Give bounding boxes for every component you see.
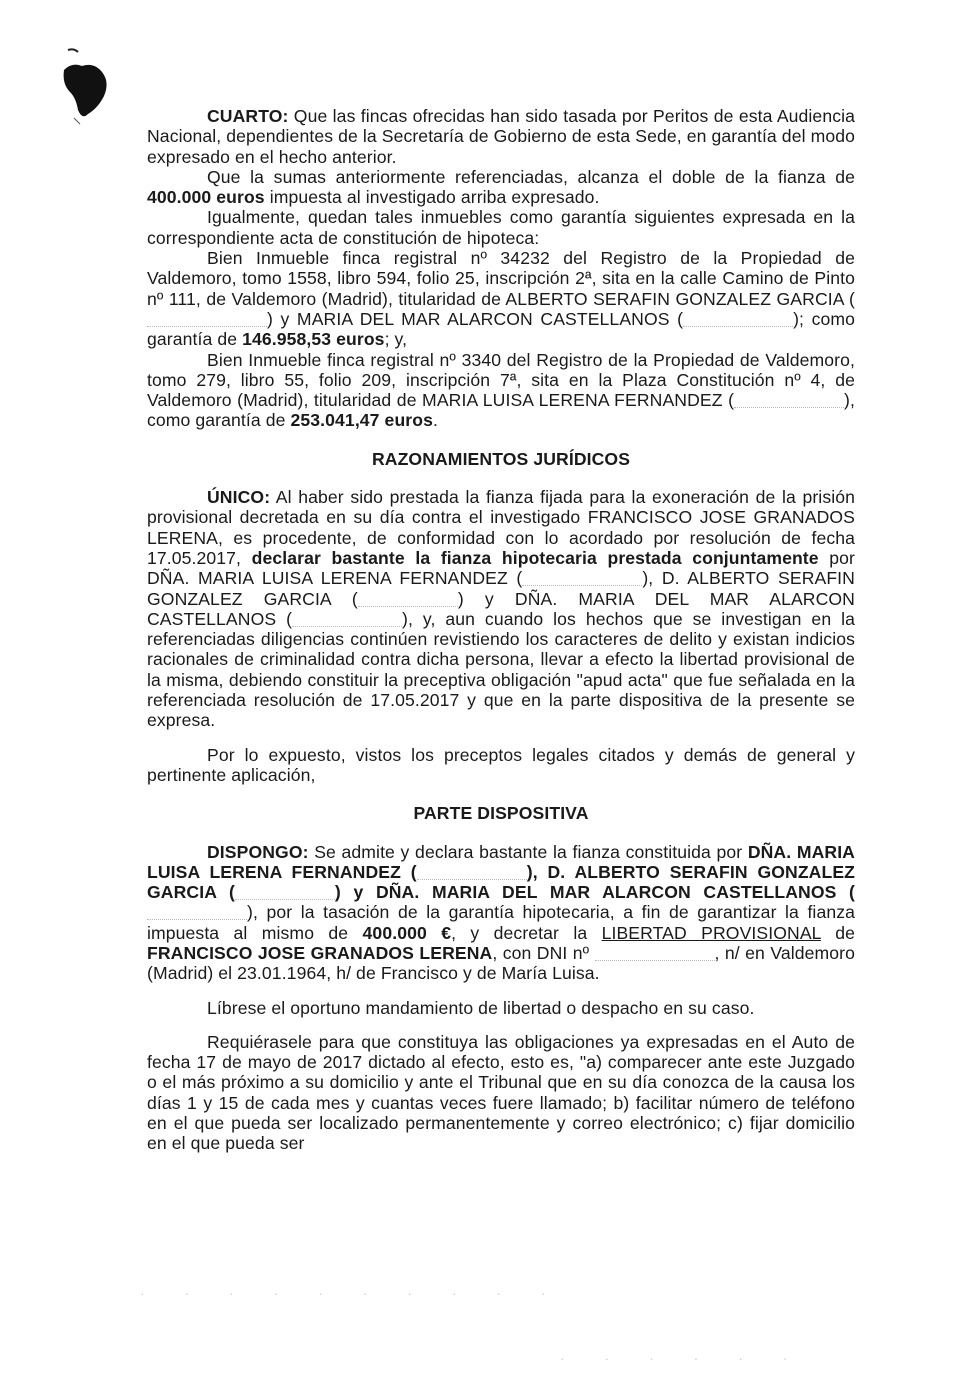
- ink-blot-mark: [58, 48, 118, 128]
- dispongo-text4: de: [820, 922, 856, 943]
- dispongo-text6: , n/ en Valdemoro (Madrid) el 23.01.1964, h/ de Francisco y de María Luisa.: [147, 942, 855, 984]
- cuarto-label: CUARTO:: [207, 106, 289, 126]
- scan-noise: · · · · · ·: [560, 1350, 806, 1366]
- unico-text4: ) y DÑA. MARIA DEL MAR ALARCON CASTELLANOS (: [147, 588, 855, 629]
- dispongo-bold1: DÑA. MARIA LUISA LERENA FERNANDEZ (: [147, 841, 855, 882]
- bien1-mid: ) y MARIA DEL MAR ALARCON CASTELLANOS (: [267, 308, 684, 329]
- redacted-field: [358, 592, 458, 607]
- bien1-text: Bien Inmueble finca registral nº 34232 del Registro de la Propiedad de Valdemoro, tomo 1558, libro 594, folio 25, inscripción 2ª, sita en la calle Camino de Pinto nº 111, de Valdemoro (Madrid), titularidad de ALBERTO SERAFIN GONZALEZ GARCIA (: [147, 248, 855, 309]
- bien1-end: ; y,: [384, 329, 408, 350]
- paragraph-librese: Líbrese el oportuno mandamiento de libertad o despacho en su caso.: [207, 997, 755, 1018]
- redacted-field: [522, 571, 642, 586]
- unico-text2: por DÑA. MARIA LUISA LERENA FERNANDEZ (: [147, 547, 856, 589]
- dispongo-text2: ), por la tasación de la garantía hipotecaria, a fin de garantizar la fianza impuesta al mismo de: [147, 902, 855, 943]
- dispongo-text5: , con DNI nº: [492, 942, 595, 963]
- document-body: [147, 106, 855, 1154]
- dispongo-text1: Se admite y declara bastante la fianza constituida por: [308, 841, 748, 862]
- unico-bold1: declarar bastante la fianza hipotecaria prestada conjuntamente: [251, 547, 819, 568]
- redacted-field: [417, 865, 527, 880]
- dispongo-amount: 400.000 €: [362, 922, 452, 943]
- dispongo-bold3: ) y DÑA. MARIA DEL MAR ALARCON CASTELLANOS (: [334, 882, 855, 903]
- dispongo-bold4: FRANCISCO JOSE GRANADOS LERENA: [147, 942, 493, 963]
- heading-razonamientos: RAZONAMIENTOS JURÍDICOS: [371, 448, 631, 469]
- unico-text1: Al haber sido prestada la fianza fijada para la exoneración de la prisión provisional decretada en su día contra el investigado FRANCISCO JOSE GRANADOS LERENA, es procedente, de conformidad con lo acordado por resolución de fecha 17.05.2017,: [147, 487, 855, 568]
- paragraph-igualmente: Igualmente, quedan tales inmuebles como garantía siguientes expresada en la correspondiente acta de constitución de hipoteca:: [147, 207, 855, 248]
- unico-label: ÚNICO:: [207, 487, 271, 508]
- unico-text3: ), D. ALBERTO SERAFIN GONZALEZ GARCIA (: [147, 568, 855, 609]
- paragraph-dispongo: [147, 842, 855, 984]
- bien2-amount: 253.041,47 euros: [290, 410, 433, 431]
- redacted-field: [147, 905, 247, 920]
- bien2-post: ), como garantía de: [147, 390, 855, 431]
- paragraph-cuarto: [147, 106, 855, 167]
- dispongo-label: DISPONGO:: [207, 841, 309, 862]
- unico-text5: ), y, aun cuando los hechos que se investigan en la referenciadas diligencias continúen revistiendo los caracteres de delito y existan indicios racionales de criminalidad contra dicha persona, llevar a efecto la libertad provisional de la misma, debiendo constituir la preceptiva obligación "apud acta" que fue señalada en la referenciada resolución de 17.05.2017 y que en la parte dispositiva de la presente se expresa.: [147, 608, 855, 731]
- paragraph-bien2: [147, 350, 855, 431]
- paragraph-por-lo-expuesto: Por lo expuesto, vistos los preceptos legales citados y demás de general y pertinente aplicación,: [147, 744, 855, 785]
- dispongo-text3: , y decretar la: [451, 922, 602, 943]
- paragraph-unico: [147, 487, 855, 731]
- heading-parte-dispositiva: PARTE DISPOSITIVA: [413, 803, 589, 824]
- paragraph-bien1: [147, 248, 855, 349]
- cuarto-text: Que las fincas ofrecidas han sido tasada por Peritos de esta Audiencia Nacional, dependientes de la Secretaría de Gobierno de esta Sede, en garantía del modo expresado en el hecho anterior.: [147, 106, 855, 167]
- redacted-field: [292, 612, 402, 627]
- redacted-field: [595, 946, 715, 961]
- bien1-amount: 146.958,53 euros: [242, 329, 385, 350]
- dispongo-bold2: ), D. ALBERTO SERAFIN GONZALEZ GARCIA (: [147, 861, 855, 903]
- bien2-text: Bien Inmueble finca registral nº 3340 del Registro de la Propiedad de Valdemoro, tomo 279, libro 55, folio 209, inscripción 7ª, sita en la Plaza Constitución nº 4, de Valdemoro (Madrid), titularidad de MARIA LUISA LERENA FERNANDEZ (: [147, 349, 855, 411]
- scan-noise: · · · · · · · · · ·: [140, 1285, 564, 1301]
- redacted-field: [235, 885, 335, 900]
- paragraph-requierase: Requiérasele para que constituya las obligaciones ya expresadas en el Auto de fecha 17 de mayo de 2017 dictado al efecto, esto es, "a) comparecer ante este Juzgado o el más próximo a su domicilio y ante el Tribunal que en su día conozca de la causa los días 1 y 15 de cada mes y cuantas veces fuere llamado; b) facilitar número de teléfono en el que pueda ser localizado permanentemente y correo electrónico; c) fijar domicilio en el que pueda ser: [147, 1031, 855, 1154]
- sumas-pre: Que la sumas anteriormente referenciadas, alcanza el doble de la fianza de: [207, 166, 855, 187]
- sumas-post: impuesta al investigado arriba expresado.: [264, 187, 600, 208]
- bien1-post: ); como garantía de: [147, 308, 855, 350]
- redacted-field: [683, 312, 793, 327]
- sumas-amount: 400.000 euros: [147, 187, 265, 208]
- redacted-field: [734, 393, 844, 408]
- bien2-end: .: [432, 410, 438, 431]
- dispongo-underlined: LIBERTAD PROVISIONAL: [601, 922, 821, 943]
- paragraph-sumas: [147, 167, 855, 208]
- redacted-field: [147, 312, 267, 327]
